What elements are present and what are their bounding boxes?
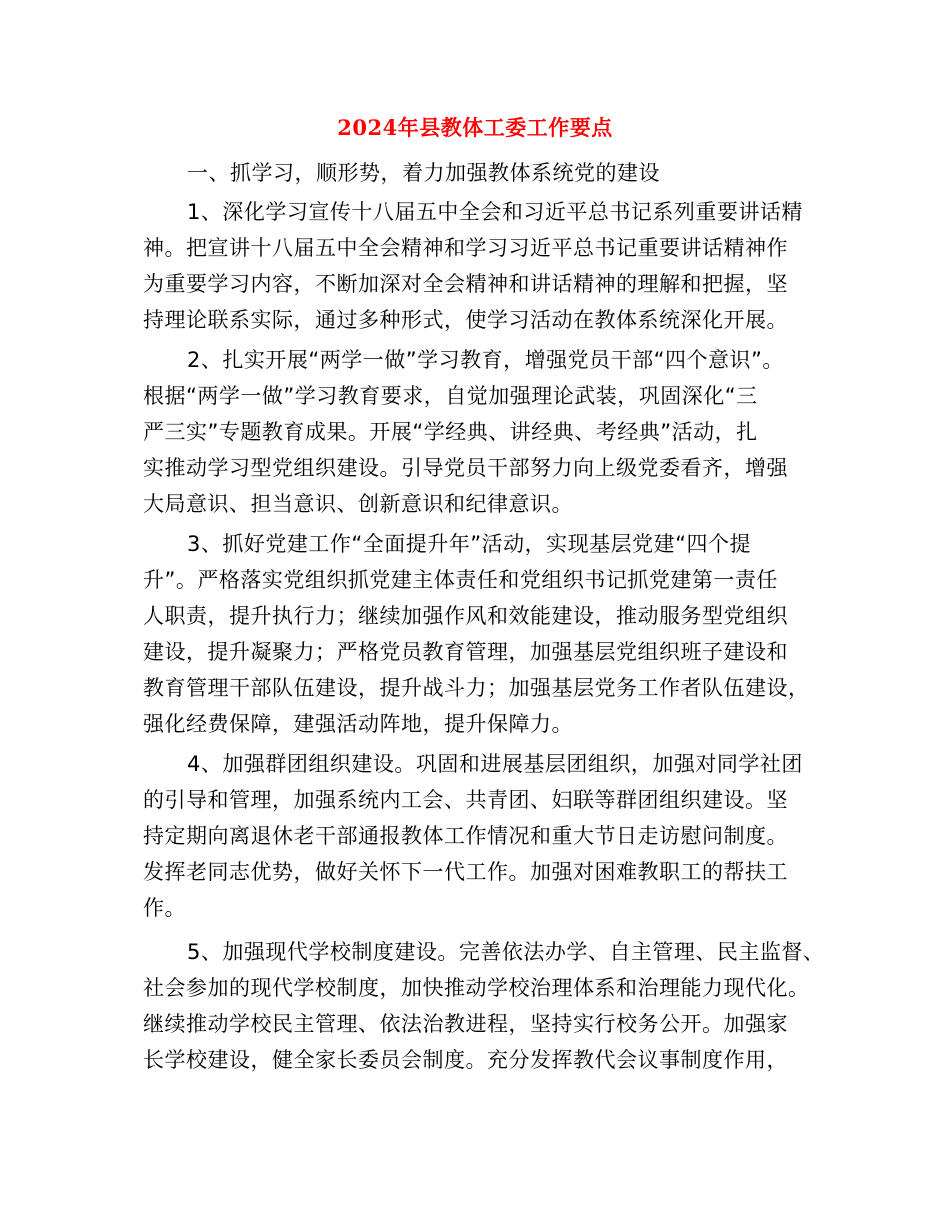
body-line: 继续推动学校民主管理、依法治教进程，坚持实行校务公开。加强家 xyxy=(143,1012,788,1036)
body-line: 人职责，提升执行力；继续加强作风和效能建设，推动服务型党组织 xyxy=(143,604,788,628)
body-line: 教育管理干部队伍建设，提升战斗力；加强基层党务工作者队伍建设， xyxy=(143,676,810,700)
body-line: 持理论联系实际，通过多种形式，使学习活动在教体系统深化开展。 xyxy=(143,308,788,332)
body-line: 升”。严格落实党组织抓党建主体责任和党组织书记抓党建第一责任 xyxy=(143,568,778,592)
body-line: 4、加强群团组织建设。巩固和进展基层团组织，加强对同学社团 xyxy=(187,752,803,776)
document-title: 2024年县教体工委工作要点 xyxy=(337,115,613,140)
body-line: 3、抓好党建工作“全面提升年”活动，实现基层党建“四个提 xyxy=(187,532,751,556)
body-line: 大局意识、担当意识、创新意识和纪律意识。 xyxy=(143,492,573,516)
body-line: 持定期向离退休老干部通报教体工作情况和重大节日走访慰问制度。 xyxy=(143,824,788,848)
section-heading: 一、抓学习，顺形势，着力加强教体系统党的建设 xyxy=(187,161,660,185)
body-line: 强化经费保障，建强活动阵地，提升保障力。 xyxy=(143,712,573,736)
body-line: 1、深化学习宣传十八届五中全会和习近平总书记系列重要讲话精 xyxy=(187,200,803,224)
body-line: 长学校建设，健全家长委员会制度。充分发挥教代会议事制度作用， xyxy=(143,1048,788,1072)
body-line: 2、扎实开展“两学一做”学习教育，增强党员干部“四个意识”。 xyxy=(187,348,784,372)
body-line: 根据“两学一做”学习教育要求，自觉加强理论武装，巩固深化“三 xyxy=(143,384,758,408)
body-line: 建设，提升凝聚力；严格党员教育管理，加强基层党组织班子建设和 xyxy=(143,640,788,664)
body-line: 发挥老同志优势，做好关怀下一代工作。加强对困难教职工的帮扶工 xyxy=(143,860,788,884)
body-line: 为重要学习内容，不断加深对全会精神和讲话精神的理解和把握，坚 xyxy=(143,272,788,296)
body-line: 实推动学习型党组织建设。引导党员干部努力向上级党委看齐，增强 xyxy=(143,456,788,480)
body-line: 社会参加的现代学校制度，加快推动学校治理体系和治理能力现代化。 xyxy=(143,976,810,1000)
body-line: 的引导和管理，加强系统内工会、共青团、妇联等群团组织建设。坚 xyxy=(143,788,788,812)
body-line: 作。 xyxy=(143,896,186,920)
body-line: 严三实”专题教育成果。开展“学经典、讲经典、考经典”活动，扎 xyxy=(143,420,758,444)
body-line: 神。把宣讲十八届五中全会精神和学习习近平总书记重要讲话精神作 xyxy=(143,236,788,260)
body-line: 5、加强现代学校制度建设。完善依法办学、自主管理、民主监督、 xyxy=(187,940,825,964)
